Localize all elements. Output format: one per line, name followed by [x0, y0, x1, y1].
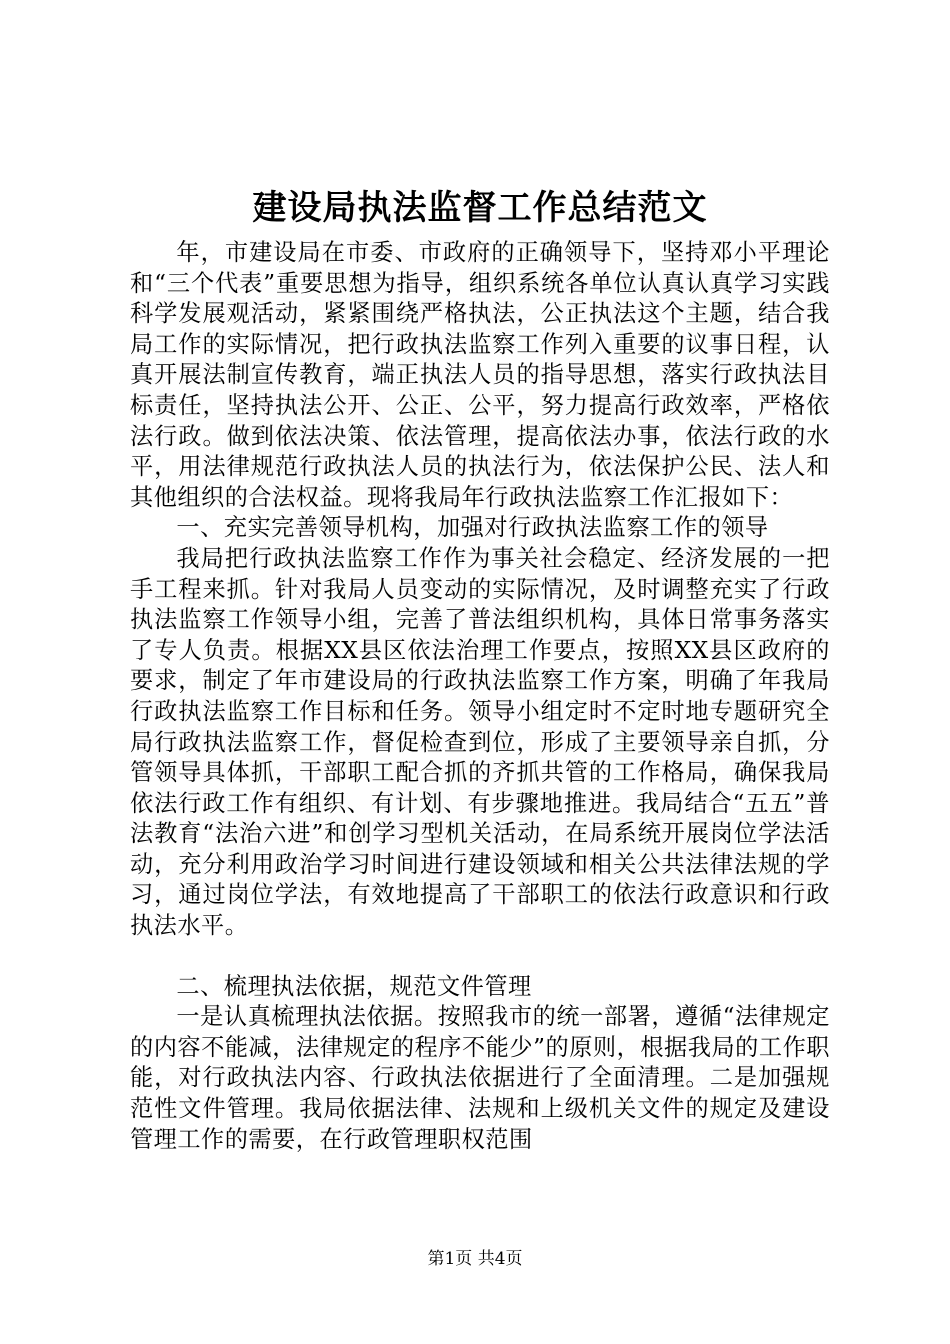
paragraph-section-1: 我局把行政执法监察工作作为事关社会稳定、经济发展的一把手工程来抓。针对我局人员变动的实际情况，及时调整充实了行政执法监察工作领导小组，完善了普法组织机构，具体日常事务落实了专人负责。根据XX县区依法治理工作要点，按照XX县区政府的要求，制定了年市建设局的行政执法监察工作方案，明确了年我局行政执法监察工作目标和任务。领导小组定时不定时地专题研究全局行政执法监察工作，督促检查到位，形成了主要领导亲自抓，分管领导具体抓，干部职工配合抓的齐抓共管的工作格局，确保我局依法行政工作有组织、有计划、有步骤地推进。我局结合“五五”普法教育“法治六进”和创学习型机关活动，在局系统开展岗位学法活动，充分利用政治学习时间进行建设领域和相关公共法律法规的学习，通过岗位学法，有效地提高了干部职工的依法行政意识和行政执法水平。	[130, 544, 830, 940]
section-heading-1: 一、充实完善领导机构，加强对行政执法监察工作的领导	[176, 514, 769, 542]
paragraph-section-2: 一是认真梳理执法依据。按照我市的统一部署，遵循“法律规定的内容不能减，法律规定的程序不能少”的原则，根据我局的工作职能，对行政执法内容、行政执法依据进行了全面清理。二是加强规范性文件管理。我局依据法律、法规和上级机关文件的规定及建设管理工作的需要，在行政管理职权范围	[130, 1003, 830, 1153]
document-body	[130, 238, 830, 1155]
paragraph-gap	[130, 942, 830, 972]
paragraph-intro: 年，市建设局在市委、市政府的正确领导下，坚持邓小平理论和“三个代表”重要思想为指导，组织系统各单位认真认真学习实践科学发展观活动，紧紧围绕严格执法，公正执法这个主题，结合我局工作的实际情况，把行政执法监察工作列入重要的议事日程，认真开展法制宣传教育，端正执法人员的指导思想，落实行政执法目标责任，坚持执法公开、公正、公平，努力提高行政效率，严格依法行政。做到依法决策、依法管理，提高依法办事，依法行政的水平，用法律规范行政执法人员的执法行为，依法保护公民、法人和其他组织的合法权益。现将我局年行政执法监察工作汇报如下：	[130, 239, 830, 511]
section-heading-2: 二、梳理执法依据，规范文件管理	[176, 972, 532, 1000]
page-number-footer: 第1页 共4页	[427, 1249, 523, 1269]
document-title: 建设局执法监督工作总结范文	[252, 188, 708, 228]
